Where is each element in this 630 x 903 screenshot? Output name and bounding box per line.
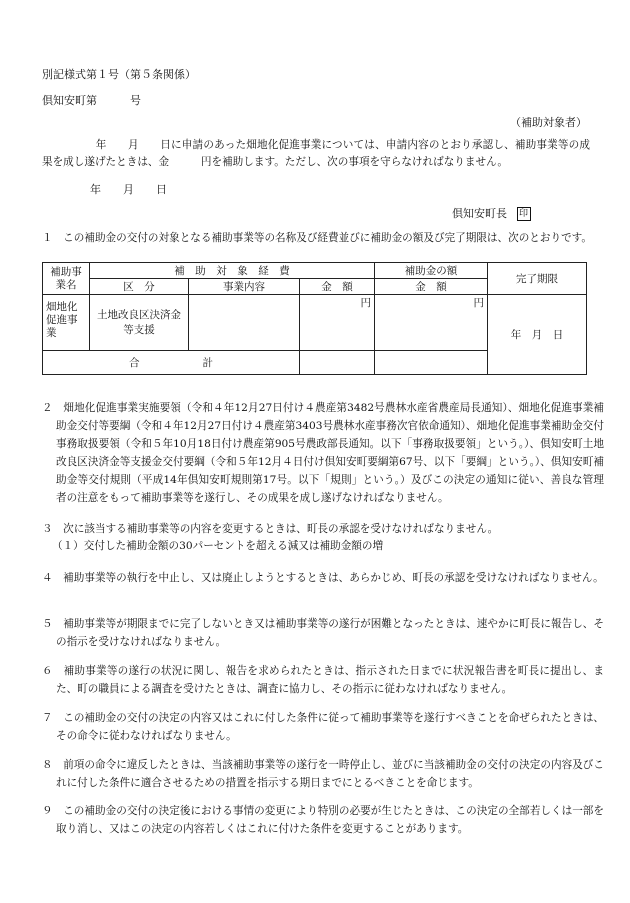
- category-cell: 土地改良区決済金等支援: [90, 295, 189, 351]
- header-deadline: 完了期限: [488, 263, 587, 295]
- item-9: ９ この補助金の交付の決定後における事情の変更により特別の必要が生じたときは、この決定の全部若しくは一部を取り消し、又はこの決定の内容若しくはこれに付けた条件を変更することがあります。: [42, 805, 604, 835]
- item-4: ４ 補助事業等の執行を中止し、又は廃止しようとするときは、あらかじめ、町長の承認を受けなければなりません。: [42, 572, 604, 584]
- total-amount-cell: [300, 351, 375, 375]
- item-2: ２ 畑地化促進事業実施要領（令和４年12月27日付け４農産第3482号農林水産省農産局長通知）、畑地化促進事業補助金交付等要綱（令和４年12月27日付け４農産第3403号農林水産事務次官依命通知）、畑地化促進事業補助金交付事務取扱要領（令和５年10月18日付け農産第905号農政部長通知。以下「事務取扱要領」という。）、倶知安町土地改良区決済金等支援金交付要綱（令和５年12月４日付け倶知安町要綱第67号、以下「要綱」という。）、倶知安町補助金等交付規則（平成14年倶知安町規則第17号。以下「規則」という。）及びこの決定の通知に従い、善良な管理者の注意をもって補助事業等を遂行し、その成果を成し遂げなければなりません。: [42, 402, 604, 504]
- issuer: [452, 205, 531, 221]
- form-label: 別記様式第１号（第５条関係）: [42, 68, 196, 81]
- header-project: 補助事業名: [43, 263, 90, 295]
- document-number: 倶知安町第 号: [42, 94, 141, 107]
- item-1: １ この補助金の交付の対象となる補助事業等の名称及び経費並びに補助金の額及び完了期限は、次のとおりです。: [42, 232, 593, 244]
- project-name: 畑地化促進事業: [43, 295, 90, 351]
- item-6: ６ 補助事業等の遂行の状況に関し、報告を求められたときは、指示された日までに状況報告書を町長に提出し、また、町の職員による調査を受けたときは、調査に協力し、その指示に従わなければなりません。: [42, 665, 604, 695]
- header-expenses: 補 助 対 象 経 費: [90, 263, 375, 279]
- header-category: 区 分: [90, 279, 189, 295]
- recipient-label: （補助対象者）: [510, 116, 587, 129]
- intro-paragraph: 年 月 日に申請のあった畑地化促進事業については、申請内容のとおり承認し、補助事業等の成果を成し遂げたときは、金 円を補助します。ただし、次の事項を守らなければなりません。: [42, 139, 590, 168]
- total-label: 合 計: [43, 351, 300, 375]
- header-grant-amount: 金 額: [375, 279, 488, 295]
- content-cell: [189, 295, 300, 351]
- seal-stamp: 印: [517, 207, 531, 221]
- header-amount: 金 額: [300, 279, 375, 295]
- deadline-cell: 年 月 日: [488, 295, 587, 375]
- date-line: 年 月 日: [90, 183, 167, 196]
- item-5: ５ 補助事業等が期限までに完了しないとき又は補助事業等の遂行が困難となったときは、速やかに町長に報告し、その指示を受けなければなりません。: [42, 618, 604, 648]
- item-8: ８ 前項の命令に違反したときは、当該補助事業等の遂行を一時停止し、並びに当該補助金の交付の決定の内容及びこれに付した条件に適合させるための措置を指示する期日までにとるべきことを命じます。: [42, 759, 604, 789]
- amount-cell: 円: [300, 295, 375, 351]
- item-3: ３ 次に該当する補助事業等の内容を変更するときは、町長の承認を受けなければなりません。: [42, 523, 499, 535]
- header-grant: 補助金の額: [375, 263, 488, 279]
- item-3-subitem: （１）交付した補助金額の30パーセントを超える減又は補助金額の増: [52, 540, 384, 552]
- header-content: 事業内容: [189, 279, 300, 295]
- issuer-name: 倶知安町長: [452, 207, 507, 220]
- total-grant-cell: [375, 351, 488, 375]
- grant-table: [42, 262, 587, 375]
- item-7: ７ この補助金の交付の決定の内容又はこれに付した条件に従って補助事業等を遂行すべきことを命ぜられたときは、その命令に従わなければなりません。: [42, 712, 604, 742]
- grant-amount-cell: 円: [375, 295, 488, 351]
